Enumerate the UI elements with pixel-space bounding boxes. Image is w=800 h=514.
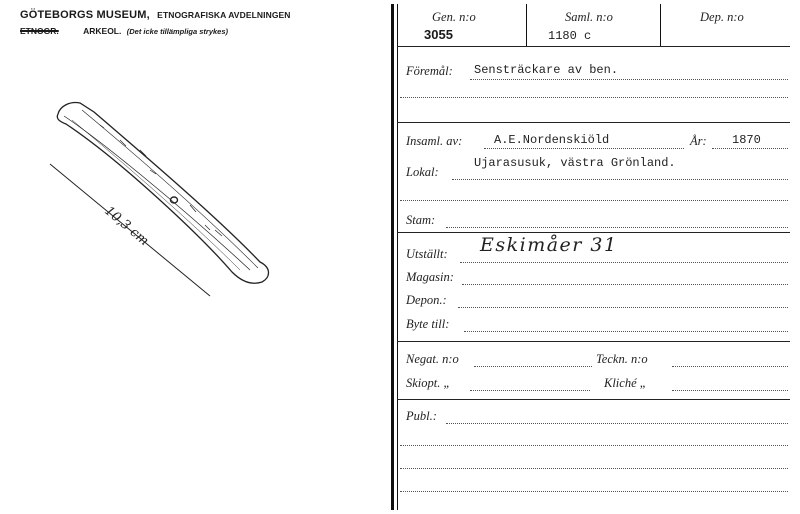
teckn-dotted-line <box>672 366 788 367</box>
utstallt-label: Utställt: <box>406 247 448 261</box>
gen-number: 3055 <box>424 27 453 42</box>
utstallt-value: Eskimåer 31 <box>480 234 618 256</box>
publ-dotted-line-3 <box>400 468 788 469</box>
foremal-dotted-line-2 <box>400 97 788 98</box>
publ-dotted-line-2 <box>400 445 788 446</box>
byte-dotted-line <box>464 331 788 332</box>
lokal-dotted-line-2 <box>400 200 788 201</box>
department-name: ETNOGRAFISKA AVDELNINGEN <box>157 10 291 20</box>
publ-dotted-line <box>446 423 788 424</box>
kliche-label: Kliché „ <box>604 376 647 390</box>
box-bottom-line <box>397 46 790 47</box>
bone-tool-drawing <box>57 103 268 284</box>
insaml-dotted-line <box>484 148 684 149</box>
separator-insaml <box>397 122 790 123</box>
separator-publ <box>397 399 790 400</box>
museum-name: GÖTEBORGS MUSEUM, <box>20 9 150 21</box>
lokal-dotted-line <box>452 179 788 180</box>
skiopt-dotted-line <box>470 390 590 391</box>
magasin-dotted-line <box>462 284 788 285</box>
negat-dotted-line <box>474 366 592 367</box>
publ-label: Publ.: <box>406 409 437 423</box>
depon-label: Depon.: <box>406 293 447 307</box>
arkeol-label: ARKEOL. <box>83 26 122 36</box>
utstallt-dotted-line <box>460 262 788 263</box>
box-divider-2 <box>660 4 661 46</box>
kliche-dotted-line <box>672 390 788 391</box>
ar-label: År: <box>690 134 707 148</box>
insaml-label: Insaml. av: <box>406 134 463 148</box>
saml-number: 1180 c <box>548 29 592 43</box>
byte-label: Byte till: <box>406 317 450 331</box>
card-border-left-inner <box>397 4 398 510</box>
card-border-left <box>391 4 394 510</box>
length-label: 10,3 cm <box>101 203 152 249</box>
ar-dotted-line <box>712 148 788 149</box>
ar-value: 1870 <box>732 133 761 147</box>
magasin-label: Magasin: <box>406 270 454 284</box>
teckn-label: Teckn. n:o <box>596 352 648 366</box>
stam-dotted-line <box>446 227 788 228</box>
box-divider-1 <box>526 4 527 46</box>
depon-dotted-line <box>458 307 788 308</box>
length-measure <box>50 164 210 296</box>
strike-note: (Det icke tillämpliga strykes) <box>126 27 229 36</box>
insaml-value: A.E.Nordenskiöld <box>494 133 610 147</box>
foremal-dotted-line <box>470 79 788 80</box>
skiopt-label: Skiopt. „ <box>406 376 451 390</box>
foremal-value: Sensträckare av ben. <box>474 63 619 77</box>
separator-utstallt <box>397 232 790 233</box>
lokal-label: Lokal: <box>406 165 439 179</box>
separator-negat <box>397 341 790 342</box>
negat-label: Negat. n:o <box>406 352 459 366</box>
object-sketch <box>0 0 380 340</box>
lokal-value: Ujarasusuk, västra Grönland. <box>474 156 676 170</box>
struck-etnogr-label: ETNOGR. <box>20 26 59 36</box>
foremal-label: Föremål: <box>406 64 453 78</box>
gen-label: Gen. n:o <box>432 10 476 24</box>
publ-dotted-line-4 <box>400 491 788 492</box>
saml-label: Saml. n:o <box>565 10 613 24</box>
stam-label: Stam: <box>406 213 436 227</box>
dep-label: Dep. n:o <box>700 10 744 24</box>
